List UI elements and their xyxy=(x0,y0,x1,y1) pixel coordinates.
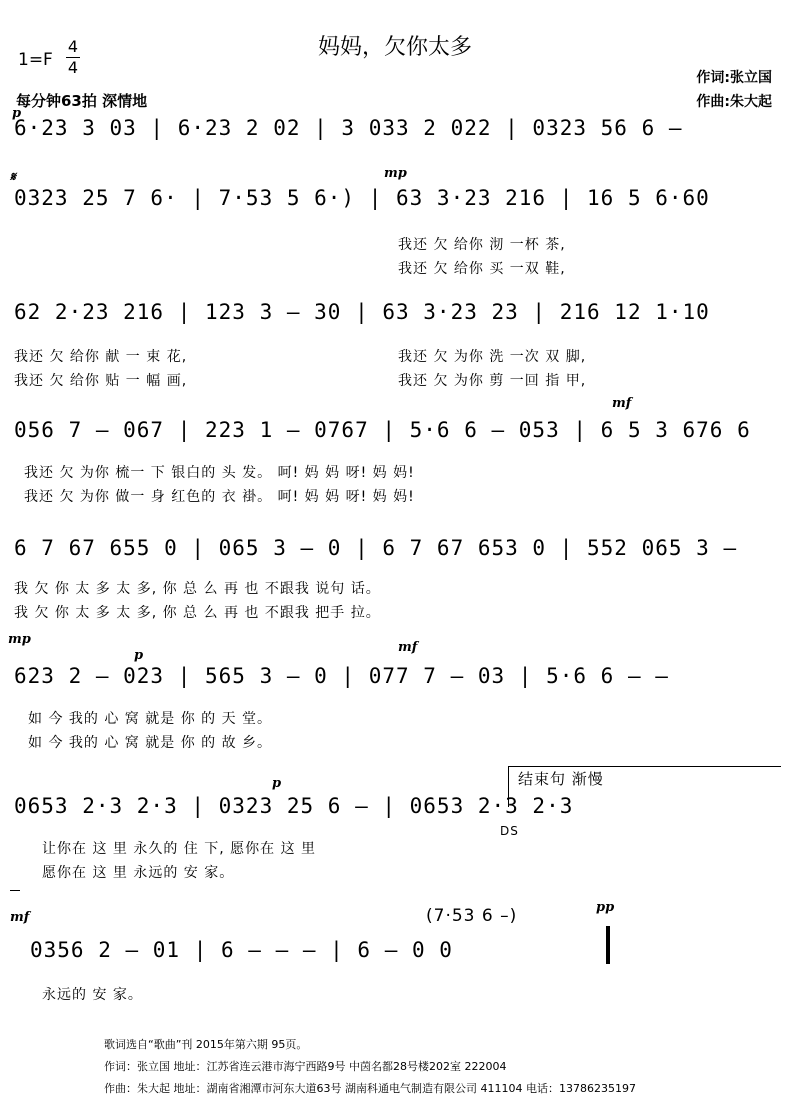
dynamic-mf-3: mf xyxy=(10,910,30,925)
composer: 作曲:朱大起 xyxy=(696,94,772,110)
notes-row-3: 62 2·23 216 | 123 3 – 30 | 63 3·23 23 | 216 12 1·10 xyxy=(14,300,710,324)
time-signature xyxy=(66,38,80,77)
dynamic-p-3: p xyxy=(272,776,282,791)
notes-row-5: 6 7 67 655 0 | 065 3 – 0 | 6 7 67 653 0 | 552 065 3 – xyxy=(14,536,738,560)
score-row-6 xyxy=(0,632,790,692)
lyric-row-7-verse-2: 愿你在 这 里 永远的 安 家。 xyxy=(42,865,235,881)
lyric-row-3-verse-1a: 我还 欠 给你 献 一 束 花, xyxy=(14,349,188,365)
segno-sign: 𝄋 xyxy=(10,170,16,185)
dynamic-mp: mp xyxy=(384,166,407,181)
credits xyxy=(696,66,772,114)
song-title: 妈妈，欠你太多 xyxy=(317,35,472,60)
notes-row-2: 0323 25 7 6· | 7·53 5 6·) | 63 3·23 216 | 16 5 6·60 xyxy=(14,186,710,210)
footer-source: 歌词选自“歌曲”刊 2015年第六期 95页。 xyxy=(104,1038,308,1051)
time-top: 4 xyxy=(67,37,79,56)
lyric-row-5-verse-1: 我 欠 你 太 多 太 多, 你 总 么 再 也 不跟我 说句 话。 xyxy=(14,581,381,597)
time-bottom: 4 xyxy=(67,58,79,77)
footer-composer-address: 作曲：朱大起 地址：湖南省湘潭市河东大道63号 湖南科通电气制造有限公司 411104 电话：13786235197 xyxy=(104,1082,636,1095)
lyric-row-4-verse-2: 我还 欠 为你 做一 身 红色的 衣 褂。 呵! 妈 妈 呀! 妈 妈! xyxy=(24,489,415,505)
score-row-4 xyxy=(0,396,790,446)
ds-marking: DS xyxy=(500,824,519,838)
notes-row-4: 056 7 – 067 | 223 1 – 0767 | 5·6 6 – 053 | 6 5 3 676 6 xyxy=(14,418,751,442)
lyric-row-2-verse-2: 我还 欠 给你 买 一双 鞋, xyxy=(398,261,566,277)
tempo-marking: 每分钟63拍 深情地 xyxy=(16,92,148,110)
footer-lyricist-address: 作词：张立国 地址：江苏省连云港市海宁西路9号 中茵名都28号楼202室 222004 xyxy=(104,1060,507,1073)
lyric-row-3-verse-1b: 我还 欠 为你 洗 一次 双 脚, xyxy=(398,349,587,365)
lyricist: 作词:张立国 xyxy=(696,70,772,86)
lyric-row-5-verse-2: 我 欠 你 太 多 太 多, 你 总 么 再 也 不跟我 把手 拉。 xyxy=(14,605,381,621)
notes-row-6: 623 2 – 023 | 565 3 – 0 | 077 7 – 03 | 5·6 6 – – xyxy=(14,664,669,688)
score-row-3 xyxy=(0,296,790,328)
notes-row-7: 0653 2·3 2·3 | 0323 25 6 – | 0653 2·3 2·3 xyxy=(14,794,574,818)
score-row-5 xyxy=(0,532,790,564)
dynamic-mf: mf xyxy=(612,396,632,411)
dynamic-p-2: p xyxy=(134,648,144,663)
dynamic-mp-2: mp xyxy=(8,632,31,647)
ending-label: 结束句 渐慢 xyxy=(518,770,604,788)
lyric-row-6-verse-2: 如 今 我的 心 窝 就是 你 的 故 乡。 xyxy=(28,735,273,751)
notes-row-8: 0356 2 – 01 | 6 – – – | 6 – 0 0 xyxy=(30,938,453,962)
final-barline xyxy=(606,926,610,964)
lyric-row-3-verse-2b: 我还 欠 为你 剪 一回 指 甲, xyxy=(398,373,587,389)
dynamic-pp: pp xyxy=(596,900,615,915)
notes-row-1: 6·23 3 03 | 6·23 2 02 | 3 033 2 022 | 0323 56 6 – xyxy=(14,116,683,140)
staff-bracket-line xyxy=(10,890,20,893)
lyric-row-7-verse-1: 让你在 这 里 永久的 住 下, 愿你在 这 里 xyxy=(42,841,317,857)
score-row-2 xyxy=(0,166,790,214)
score-row-1 xyxy=(0,106,790,144)
key-signature: 1=F xyxy=(18,50,53,70)
dynamic-p: p xyxy=(12,106,22,121)
closing-phrase: (7·53 6 –) xyxy=(426,906,518,926)
lyric-row-4-verse-1: 我还 欠 为你 梳一 下 银白的 头 发。 呵! 妈 妈 呀! 妈 妈! xyxy=(24,465,415,481)
lyric-row-2-verse-1: 我还 欠 给你 沏 一杯 茶, xyxy=(398,237,566,253)
lyric-row-3-verse-2a: 我还 欠 给你 贴 一 幅 画, xyxy=(14,373,188,389)
dynamic-mf-2: mf xyxy=(398,640,418,655)
lyric-row-8: 永远的 安 家。 xyxy=(42,987,143,1003)
lyric-row-6-verse-1: 如 今 我的 心 窝 就是 你 的 天 堂。 xyxy=(28,711,273,727)
